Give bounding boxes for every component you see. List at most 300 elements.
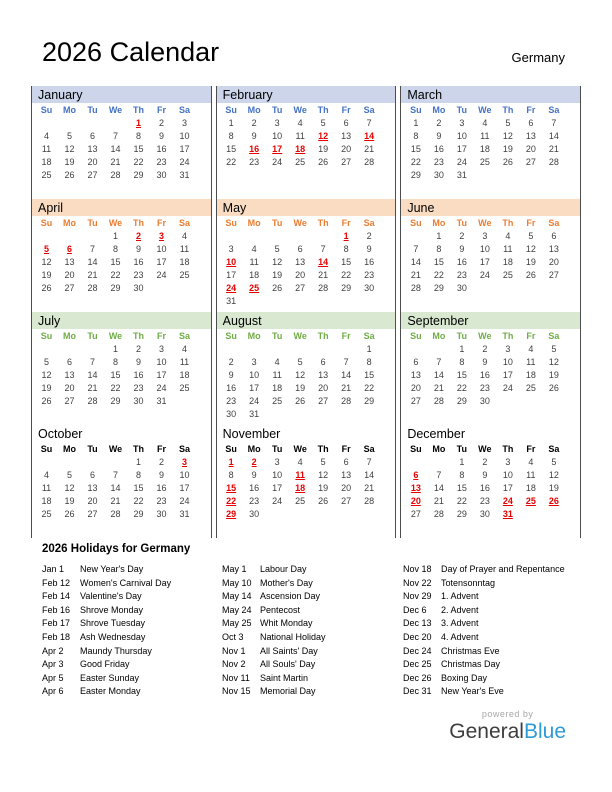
month-march [400,86,581,199]
day-header-cell: We [478,218,492,228]
holiday-column [222,563,403,699]
day-cell: 27 [341,496,352,506]
day-header-cell: Fr [526,105,536,115]
day-cell: 28 [433,396,444,406]
day-cell: 10 [179,470,190,480]
day-cell: 30 [133,396,144,406]
empty-day-cell [335,408,358,421]
day-cell: 17 [156,370,167,380]
holiday-day-cell: 29 [226,509,237,519]
day-cell: 10 [272,131,283,141]
day-header-cell: Sa [178,444,190,454]
day-cell: 28 [410,283,421,293]
day-cell: 1 [135,457,141,467]
day-cell: 19 [41,270,52,280]
month-header [217,86,396,103]
day-cell: 28 [341,396,352,406]
month-header [401,86,580,103]
holiday-day-cell: 2 [135,231,141,241]
month-name: April [38,200,64,215]
day-cell: 20 [410,383,421,393]
day-cell: 23 [364,270,375,280]
day-cell: 11 [249,257,259,267]
day-cell: 3 [459,118,465,128]
day-cell: 19 [525,257,536,267]
day-cell: 28 [110,170,121,180]
day-cell: 31 [156,396,167,406]
holiday-day-cell: 18 [295,483,306,493]
day-cell: 22 [410,157,421,167]
day-cell: 5 [551,457,557,467]
month-day-grid [35,330,196,408]
month-november [216,425,397,538]
holiday-date: Apr 2 [42,645,64,656]
day-cell: 15 [364,370,375,380]
day-cell: 22 [456,496,467,506]
day-header-cell: Su [225,218,237,228]
day-cell: 12 [502,131,513,141]
day-header-cell: Sa [178,331,190,341]
holiday-name: Easter Monday [80,686,141,697]
month-january [31,86,212,199]
empty-day-cell [542,282,565,295]
day-cell: 9 [158,131,164,141]
day-cell: 20 [318,383,329,393]
day-header-cell: Fr [526,444,536,454]
holiday-date: Dec 25 [403,659,432,670]
day-cell: 8 [366,357,372,367]
day-cell: 6 [343,457,349,467]
day-cell: 3 [274,457,280,467]
day-cell: 27 [318,396,329,406]
day-header-cell: Th [317,331,329,341]
day-cell: 26 [272,283,283,293]
day-header-cell: Th [133,105,144,115]
day-cell: 5 [297,357,303,367]
holiday-date: Nov 18 [403,564,432,574]
day-cell: 5 [505,118,511,128]
empty-day-cell [220,343,243,356]
day-header-cell: Fr [341,331,351,341]
holiday-day-cell: 1 [343,231,349,241]
day-cell: 13 [410,370,421,380]
day-header-cell: Tu [271,105,283,115]
holiday-entry [222,577,403,591]
holiday-name: Valentine's Day [80,591,142,602]
day-cell: 8 [343,244,349,254]
empty-day-cell [58,230,81,243]
day-cell: 19 [318,483,329,493]
day-cell: 7 [366,118,372,128]
month-name: November [222,426,281,441]
day-cell: 31 [456,170,467,180]
day-cell: 20 [525,144,536,154]
day-cell: 5 [528,231,534,241]
day-cell: 8 [459,470,465,480]
holiday-name: 1. Advent [441,591,479,602]
month-day-grid [220,104,381,169]
day-cell: 20 [64,270,75,280]
month-header [401,312,580,329]
holiday-day-cell: 31 [502,509,513,519]
empty-day-cell [150,282,173,295]
day-cell: 21 [433,496,444,506]
holidays-title: 2026 Holidays for Germany [42,543,191,555]
day-cell: 11 [526,357,536,367]
day-header-cell: Mo [247,105,261,115]
day-cell: 10 [156,244,167,254]
month-day-grid [220,443,381,521]
months-grid [31,86,581,538]
holiday-date: Feb 12 [42,577,71,588]
holiday-date: Jan 1 [42,564,65,574]
day-cell: 27 [410,509,421,519]
day-cell: 2 [158,118,164,128]
holiday-column [42,563,222,699]
day-cell: 29 [410,170,421,180]
holiday-column [403,563,582,699]
empty-day-cell [104,456,127,469]
holiday-date: Dec 24 [403,645,432,656]
day-cell: 28 [110,509,121,519]
day-cell: 14 [433,370,444,380]
day-cell: 7 [436,470,442,480]
holiday-date: Apr 5 [42,672,64,683]
holiday-entry [403,563,582,577]
day-header-cell: Sa [548,218,560,228]
day-cell: 23 [479,383,490,393]
day-cell: 6 [551,231,557,241]
holiday-name: Boxing Day [441,672,488,683]
day-cell: 20 [87,496,98,506]
day-cell: 4 [251,244,257,254]
holiday-day-cell: 5 [43,244,49,254]
holiday-date: Nov 15 [222,686,251,697]
holiday-name: Christmas Eve [441,645,500,656]
day-cell: 11 [272,370,282,380]
holiday-entry [403,631,582,645]
holiday-date: Dec 6 [403,604,427,615]
month-name: December [407,426,465,441]
day-cell: 16 [156,144,167,154]
holiday-name: Totensonntag [441,577,496,588]
day-cell: 17 [249,383,260,393]
holiday-day-cell: 24 [226,283,237,293]
day-header-cell: We [108,331,123,341]
month-name: July [38,313,61,328]
month-name: October [38,426,83,441]
month-day-grid [404,443,565,521]
day-cell: 29 [133,170,144,180]
day-cell: 9 [158,470,164,480]
powered-by-label: powered by [481,709,534,719]
month-october [31,425,212,538]
day-cell: 3 [158,344,164,354]
day-cell: 29 [110,283,121,293]
day-cell: 9 [228,370,234,380]
day-cell: 15 [456,370,467,380]
day-cell: 2 [228,357,234,367]
holiday-name: Good Friday [80,659,130,670]
day-cell: 4 [297,457,303,467]
holiday-entry [42,685,222,699]
day-header-cell: We [478,105,492,115]
month-day-grid [404,104,565,182]
day-cell: 8 [413,131,419,141]
day-header-cell: Sa [363,331,375,341]
day-cell: 14 [410,257,421,267]
day-header-cell: Sa [363,105,375,115]
day-cell: 10 [502,470,513,480]
empty-day-cell [58,343,81,356]
day-cell: 30 [226,409,237,419]
holiday-entry [42,577,222,591]
day-header-cell: Th [133,444,144,454]
month-day-grid [35,104,196,182]
holiday-name: Ascension Day [260,591,321,602]
day-cell: 14 [364,470,375,480]
day-cell: 29 [341,283,352,293]
day-header-cell: Th [317,218,329,228]
day-cell: 13 [525,131,536,141]
day-cell: 18 [179,257,190,267]
holiday-day-cell: 25 [249,283,260,293]
empty-day-cell [542,395,565,408]
day-cell: 23 [133,383,144,393]
holiday-entry [222,685,403,699]
day-header-cell: We [478,444,492,454]
day-cell: 29 [456,396,467,406]
footer-brand [449,709,566,744]
holiday-day-cell: 2 [251,457,257,467]
month-header [217,312,396,329]
month-name: January [38,87,83,102]
day-cell: 2 [366,231,372,241]
day-cell: 28 [364,496,375,506]
month-name: March [407,87,443,102]
holiday-date: Feb 17 [42,618,71,629]
holiday-entry [222,645,403,659]
holiday-date: Oct 3 [222,631,244,642]
empty-day-cell [58,456,81,469]
month-header [32,199,211,216]
day-cell: 6 [297,244,303,254]
day-cell: 23 [133,270,144,280]
month-header [217,199,396,216]
day-cell: 18 [41,157,52,167]
day-cell: 8 [112,244,118,254]
day-cell: 18 [502,257,513,267]
empty-day-cell [81,343,104,356]
day-cell: 30 [456,283,467,293]
day-cell: 23 [479,496,490,506]
day-header-cell: Tu [271,444,283,454]
holiday-entry [42,590,222,604]
holiday-entry [403,658,582,672]
day-cell: 8 [436,244,442,254]
month-september [400,312,581,425]
day-cell: 31 [179,509,190,519]
holiday-name: Women's Carnival Day [80,577,172,588]
day-cell: 24 [272,157,283,167]
empty-day-cell [35,343,58,356]
day-cell: 18 [525,483,536,493]
day-header-cell: Sa [548,331,560,341]
day-cell: 29 [433,283,444,293]
day-cell: 23 [226,396,237,406]
day-cell: 9 [135,357,141,367]
day-cell: 6 [66,357,72,367]
holiday-date: Feb 16 [42,604,71,615]
holiday-day-cell: 1 [228,457,234,467]
day-cell: 17 [179,483,190,493]
day-cell: 15 [456,483,467,493]
day-cell: 7 [112,131,118,141]
day-header-cell: Tu [87,105,98,115]
day-header-cell: Mo [63,105,76,115]
day-cell: 26 [64,170,75,180]
empty-day-cell [289,230,312,243]
day-cell: 2 [135,344,141,354]
day-cell: 14 [87,257,98,267]
holiday-date: Nov 11 [222,672,250,683]
empty-day-cell [58,117,81,130]
day-cell: 17 [502,370,513,380]
month-header [217,425,396,442]
holiday-name: New Year's Eve [441,686,504,697]
empty-day-cell [519,395,542,408]
day-cell: 21 [548,144,559,154]
day-cell: 22 [110,383,121,393]
holiday-day-cell: 10 [226,257,237,267]
empty-day-cell [473,169,496,182]
day-header-cell: Su [410,218,422,228]
day-cell: 23 [156,157,167,167]
day-cell: 28 [433,509,444,519]
empty-day-cell [358,408,381,421]
day-header-cell: We [293,444,307,454]
day-cell: 26 [41,283,52,293]
day-cell: 17 [156,257,167,267]
day-cell: 21 [87,270,98,280]
day-cell: 21 [87,383,98,393]
empty-day-cell [312,230,335,243]
day-cell: 21 [341,383,352,393]
day-cell: 17 [479,257,490,267]
day-cell: 1 [459,344,465,354]
day-cell: 22 [133,496,144,506]
day-cell: 6 [320,357,326,367]
day-header-cell: Th [133,331,144,341]
day-header-cell: Fr [526,218,536,228]
holiday-date: Feb 14 [42,591,71,602]
day-cell: 31 [249,409,260,419]
day-cell: 19 [41,383,52,393]
day-cell: 19 [318,144,329,154]
day-cell: 21 [364,483,375,493]
day-header-cell: Th [502,444,514,454]
day-cell: 18 [525,370,536,380]
holiday-entry [222,672,403,686]
day-header-cell: Sa [548,105,560,115]
day-cell: 29 [133,509,144,519]
day-cell: 10 [249,370,260,380]
day-cell: 30 [249,509,260,519]
day-cell: 13 [341,470,352,480]
day-cell: 29 [110,396,121,406]
holiday-name: Mother's Day [260,577,313,588]
day-cell: 14 [341,370,352,380]
day-cell: 28 [548,157,559,167]
empty-day-cell [173,282,196,295]
holiday-entry [222,590,403,604]
day-header-cell: Th [133,218,144,228]
day-cell: 4 [505,231,511,241]
month-header [401,199,580,216]
day-cell: 23 [156,496,167,506]
empty-day-cell [542,508,565,521]
day-cell: 19 [64,157,75,167]
day-header-cell: Tu [271,331,283,341]
day-header-cell: Fr [157,105,166,115]
day-cell: 6 [343,118,349,128]
day-cell: 9 [135,244,141,254]
empty-day-cell [496,169,519,182]
empty-day-cell [358,508,381,521]
day-cell: 3 [251,357,257,367]
empty-day-cell [404,343,427,356]
holiday-entry [403,577,582,591]
month-header [32,312,211,329]
day-header-cell: Mo [432,105,446,115]
empty-day-cell [519,169,542,182]
holiday-name: Memorial Day [260,686,316,697]
holiday-name: New Year's Day [80,564,144,574]
day-header-cell: Fr [157,331,166,341]
empty-day-cell [289,295,312,308]
day-cell: 13 [548,244,559,254]
day-cell: 25 [41,509,52,519]
day-header-cell: We [108,444,123,454]
day-cell: 5 [66,470,72,480]
day-header-cell: Th [502,105,514,115]
day-cell: 31 [179,170,190,180]
day-cell: 1 [228,118,234,128]
day-header-cell: Mo [247,218,261,228]
day-cell: 2 [158,457,164,467]
holiday-entry [42,672,222,686]
day-cell: 27 [87,170,98,180]
empty-day-cell [266,408,289,421]
day-cell: 17 [179,144,190,154]
empty-day-cell [335,343,358,356]
holiday-entry [403,590,582,604]
day-header-cell: Fr [526,331,536,341]
day-cell: 21 [318,270,329,280]
day-header-cell: Fr [157,218,166,228]
day-cell: 16 [156,483,167,493]
day-cell: 30 [364,283,375,293]
region-label: Germany [511,50,565,65]
day-cell: 24 [156,383,167,393]
day-cell: 3 [482,231,488,241]
day-cell: 15 [110,370,121,380]
day-cell: 22 [341,270,352,280]
day-cell: 4 [181,344,187,354]
day-cell: 10 [456,131,467,141]
day-header-cell: We [293,105,307,115]
holiday-day-cell: 14 [364,131,375,141]
